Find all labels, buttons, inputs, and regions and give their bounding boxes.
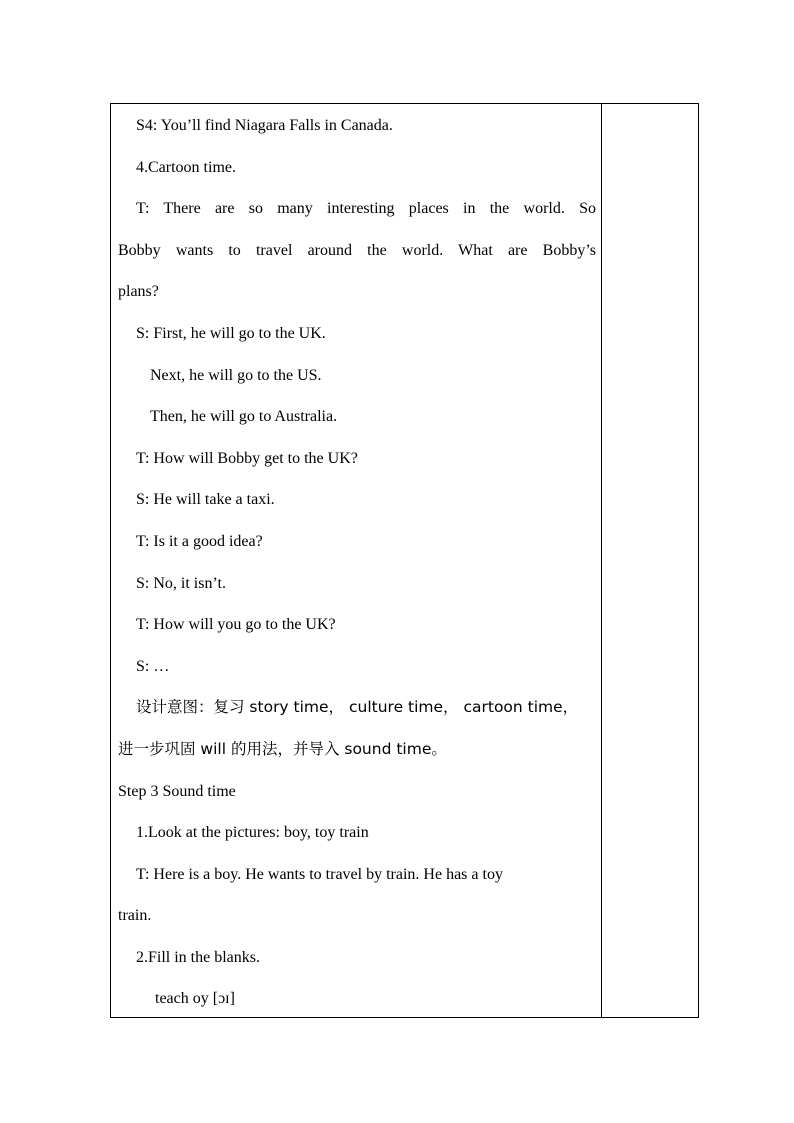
section-heading: 4.Cartoon time. bbox=[136, 158, 236, 176]
notes-cell bbox=[602, 104, 698, 1017]
text-line: train. bbox=[118, 907, 152, 925]
text-line: S: No, it isn’t. bbox=[136, 574, 226, 592]
design-intent-line: 进一步巩固 will 的用法，并导入 sound time。 bbox=[118, 739, 447, 758]
text-line: S: First, he will go to the UK. bbox=[136, 324, 326, 342]
text-line: Then, he will go to Australia. bbox=[150, 408, 338, 426]
step-heading: Step 3 Sound time bbox=[118, 782, 236, 800]
text-line: T: How will Bobby get to the UK? bbox=[136, 449, 358, 467]
text-line: S: … bbox=[136, 657, 170, 675]
text-line: S: He will take a taxi. bbox=[136, 491, 275, 509]
lesson-content-cell bbox=[118, 105, 596, 1020]
text-line: T: Is it a good idea? bbox=[136, 532, 263, 550]
text-line: T: How will you go to the UK? bbox=[136, 616, 336, 634]
text-line: Next, he will go to the US. bbox=[150, 366, 322, 384]
text-line: Bobby wants to travel around the world. What are Bobby’s bbox=[118, 241, 596, 259]
text-line: T: Here is a boy. He wants to travel by train. He has a toy bbox=[136, 865, 503, 883]
text-line: T: There are so many interesting places in the world. So bbox=[136, 200, 596, 218]
text-line: plans? bbox=[118, 283, 159, 301]
text-line: 1.Look at the pictures: boy, toy train bbox=[136, 824, 369, 842]
text-line: S4: You’ll find Niagara Falls in Canada. bbox=[136, 117, 393, 134]
text-line: teach oy [ɔɪ] bbox=[155, 990, 235, 1008]
text-line: 2.Fill in the blanks. bbox=[136, 948, 260, 966]
design-intent-line: 设计意图：复习 story time， culture time， cartoon time， bbox=[136, 698, 579, 717]
